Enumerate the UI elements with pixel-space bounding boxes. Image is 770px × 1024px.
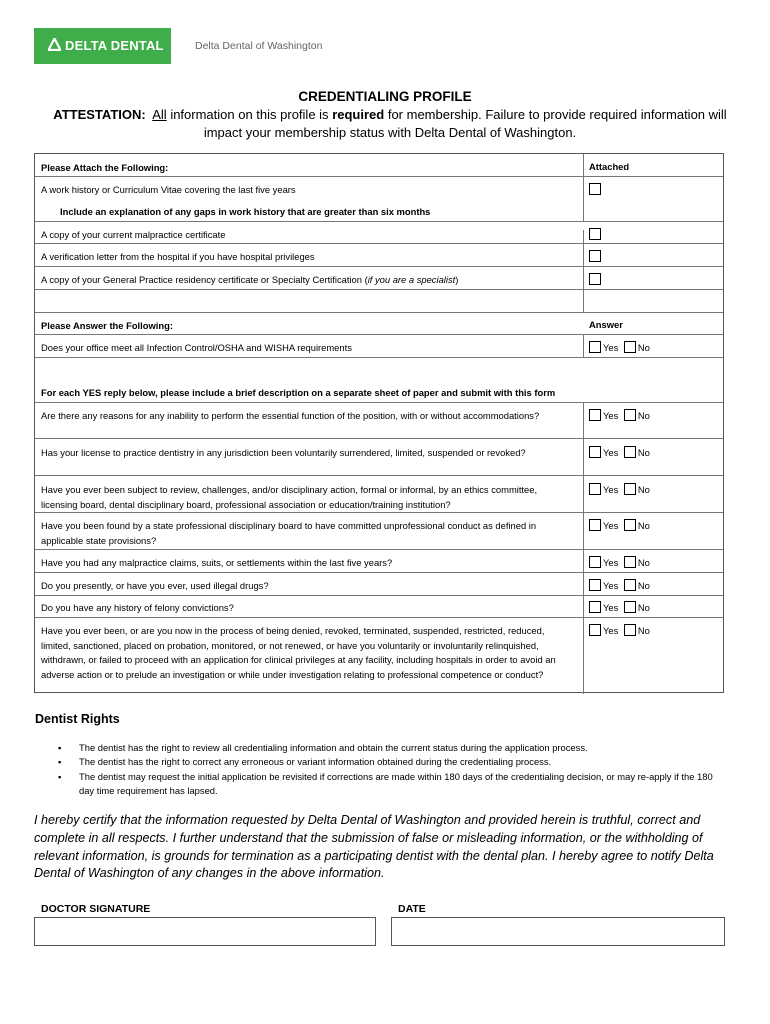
org-name: Delta Dental of Washington <box>195 40 323 52</box>
no-label: No <box>637 625 650 636</box>
attached-column-header: Attached <box>589 161 630 172</box>
answer-header: Please Answer the Following: <box>41 320 173 331</box>
attached-checkbox-certificate[interactable] <box>589 273 601 285</box>
yes-checkbox[interactable] <box>589 624 601 636</box>
yes-label: Yes <box>603 580 619 591</box>
infection-question: Does your office meet all Infection Control/OSHA and WISHA requirements <box>41 342 352 353</box>
row-divider <box>35 617 723 618</box>
bullet-icon: ▪ <box>58 770 62 782</box>
yes-checkbox[interactable] <box>589 601 601 613</box>
column-divider <box>583 402 584 694</box>
attached-checkbox-malpractice[interactable] <box>589 228 601 240</box>
no-checkbox[interactable] <box>624 483 636 495</box>
credentialing-table <box>34 153 724 693</box>
attached-checkbox-cv[interactable] <box>589 183 601 195</box>
bullet-icon: ▪ <box>58 742 62 753</box>
question-6: Do you presently, or have you ever, used illegal drugs? <box>41 580 269 591</box>
row-divider <box>35 289 723 290</box>
no-checkbox[interactable] <box>624 341 636 353</box>
no-label: No <box>637 342 650 353</box>
yes-checkbox[interactable] <box>589 483 601 495</box>
attach-item-cv: A work history or Curriculum Vitae covering the last five years <box>41 184 296 195</box>
doctor-signature-field[interactable] <box>34 917 376 946</box>
attach-item-malpractice: A copy of your current malpractice certificate <box>41 229 226 240</box>
attestation-label: ATTESTATION: <box>53 107 146 122</box>
answer-column-header: Answer <box>589 319 623 330</box>
question-2: Has your license to practice dentistry in any jurisdiction been voluntarily surrendered, limited, suspended or revoked? <box>41 447 526 458</box>
rights-item <box>58 770 723 799</box>
row-divider <box>35 549 723 550</box>
bullet-icon: ▪ <box>58 756 62 768</box>
attach-header: Please Attach the Following: <box>41 162 169 173</box>
attestation-part1: information on this profile is <box>170 107 329 122</box>
yes-checkbox[interactable] <box>589 519 601 531</box>
row-divider <box>35 595 723 596</box>
question-8: Have you ever been, or are you now in the process of being denied, revoked, terminated, suspended, restricted, reduced, limited, sanctioned, placed on probation, monitored, or not renewed, or have you voluntarily or involuntarily relinquished, withdrawn, or failed to proceed with an application for clinical privileges at any facility, including hospitals in order to avoid an adverse action or to prelude an investigation or while under investigation relating to professional competence or conduct? <box>41 625 556 680</box>
no-label: No <box>637 557 650 568</box>
date-field[interactable] <box>391 917 725 946</box>
no-checkbox[interactable] <box>624 519 636 531</box>
yes-no-question-4 <box>589 519 650 531</box>
no-label: No <box>637 602 650 613</box>
rights-item <box>58 755 723 769</box>
attestation-part2: for membership. Failure to provide required information will <box>387 107 727 122</box>
yes-label: Yes <box>603 484 619 495</box>
yes-label: Yes <box>603 557 619 568</box>
row-divider <box>35 312 723 313</box>
row-divider <box>35 243 723 244</box>
no-checkbox[interactable] <box>624 409 636 421</box>
doctor-signature-label: DOCTOR SIGNATURE <box>41 903 151 915</box>
yes-no-infection <box>589 341 650 353</box>
question-4: Have you been found by a state professional disciplinary board to have committed unprofessional conduct as defined in applicable state provisions? <box>41 520 537 546</box>
rights-item-text: The dentist has the right to review all credentialing information and obtain the current status during the application process. <box>79 742 588 753</box>
row-divider <box>35 334 723 335</box>
yes-no-question-1 <box>589 409 650 421</box>
yes-checkbox[interactable] <box>589 341 601 353</box>
row-divider <box>35 266 723 267</box>
yes-no-question-8 <box>589 624 650 636</box>
yes-checkbox[interactable] <box>589 446 601 458</box>
row-divider <box>35 572 723 573</box>
no-label: No <box>637 580 650 591</box>
attach-item-certificate <box>41 273 571 288</box>
yes-label: Yes <box>603 410 619 421</box>
no-checkbox[interactable] <box>624 579 636 591</box>
specialist-note: if you are a specialist <box>367 274 456 285</box>
question-7: Do you have any history of felony convictions? <box>41 602 234 613</box>
no-checkbox[interactable] <box>624 624 636 636</box>
rights-item-text: The dentist may request the initial application be revisited if corrections are made within 180 days of the credentialing decision, or may re-apply if the 180 day time requirement has lapsed. <box>79 770 713 796</box>
row-divider <box>35 475 723 476</box>
attached-checkbox-hospital[interactable] <box>589 250 601 262</box>
certification-statement: I hereby certify that the information requested by Delta Dental of Washington and provided herein is truthful, correct and complete in all respects. I further understand that the submission of false or misleading information, or the withholding of relevant information, is grounds for termination as a participating dentist with the dental plan. I hereby agree to notify Delta Dental of Washington of any changes in the above information. <box>34 813 714 881</box>
row-divider <box>35 221 723 222</box>
yes-label: Yes <box>603 447 619 458</box>
yes-checkbox[interactable] <box>589 409 601 421</box>
attestation-text <box>40 106 740 142</box>
attestation-all: All <box>152 107 167 122</box>
row-divider <box>35 438 723 439</box>
column-divider <box>583 334 584 357</box>
close-paren: ) <box>455 274 459 285</box>
question-3: Have you ever been subject to review, challenges, and/or disciplinary action, formal or informal, by an ethics committee, licensing board, dental disciplinary board, professional association or education/training institution? <box>41 484 538 510</box>
yes-no-question-7 <box>589 601 650 613</box>
attach-subnote: Include an explanation of any gaps in work history that are greater than six months <box>60 206 431 217</box>
yes-no-question-2 <box>589 446 650 458</box>
attach-item-hospital: A verification letter from the hospital if you have hospital privileges <box>41 251 315 262</box>
question-1: Are there any reasons for any inability to perform the essential function of the position, with or without accommodations? <box>41 410 540 421</box>
no-label: No <box>637 410 650 421</box>
yes-reply-note: For each YES reply below, please include a brief description on a separate sheet of paper and submit with this form <box>41 387 556 398</box>
no-checkbox[interactable] <box>624 601 636 613</box>
yes-label: Yes <box>603 625 619 636</box>
yes-label: Yes <box>603 342 619 353</box>
logo-text: DELTA DENTAL <box>65 38 164 53</box>
yes-no-question-3 <box>589 483 650 495</box>
question-5: Have you had any malpractice claims, suits, or settlements within the last five years? <box>41 557 393 568</box>
no-checkbox[interactable] <box>624 446 636 458</box>
dentist-rights-list <box>58 741 723 798</box>
row-divider <box>35 176 723 177</box>
attestation-required: required <box>332 107 385 122</box>
delta-logo-icon <box>48 38 61 51</box>
attestation-part3: impact your membership status with Delta Dental of Washington. <box>203 125 577 140</box>
no-label: No <box>637 484 650 495</box>
column-divider <box>583 230 584 312</box>
row-divider <box>35 357 723 358</box>
row-divider <box>35 512 723 513</box>
rights-item-text: The dentist has the right to correct any erroneous or variant information obtained during the credentialing process. <box>79 756 552 768</box>
yes-checkbox[interactable] <box>589 556 601 568</box>
attach-item-certificate-text: A copy of your General Practice residency certificate or Specialty Certification ( <box>41 274 368 285</box>
rights-item <box>58 741 723 755</box>
yes-label: Yes <box>603 520 619 531</box>
no-label: No <box>637 447 650 458</box>
dentist-rights-heading: Dentist Rights <box>35 712 120 726</box>
no-checkbox[interactable] <box>624 556 636 568</box>
yes-label: Yes <box>603 602 619 613</box>
date-label: DATE <box>398 903 426 915</box>
yes-no-question-6 <box>589 579 650 591</box>
yes-checkbox[interactable] <box>589 579 601 591</box>
row-divider <box>35 402 723 403</box>
yes-no-question-5 <box>589 556 650 568</box>
delta-dental-logo <box>34 28 171 64</box>
no-label: No <box>637 520 650 531</box>
page-title: CREDENTIALING PROFILE <box>298 89 472 104</box>
